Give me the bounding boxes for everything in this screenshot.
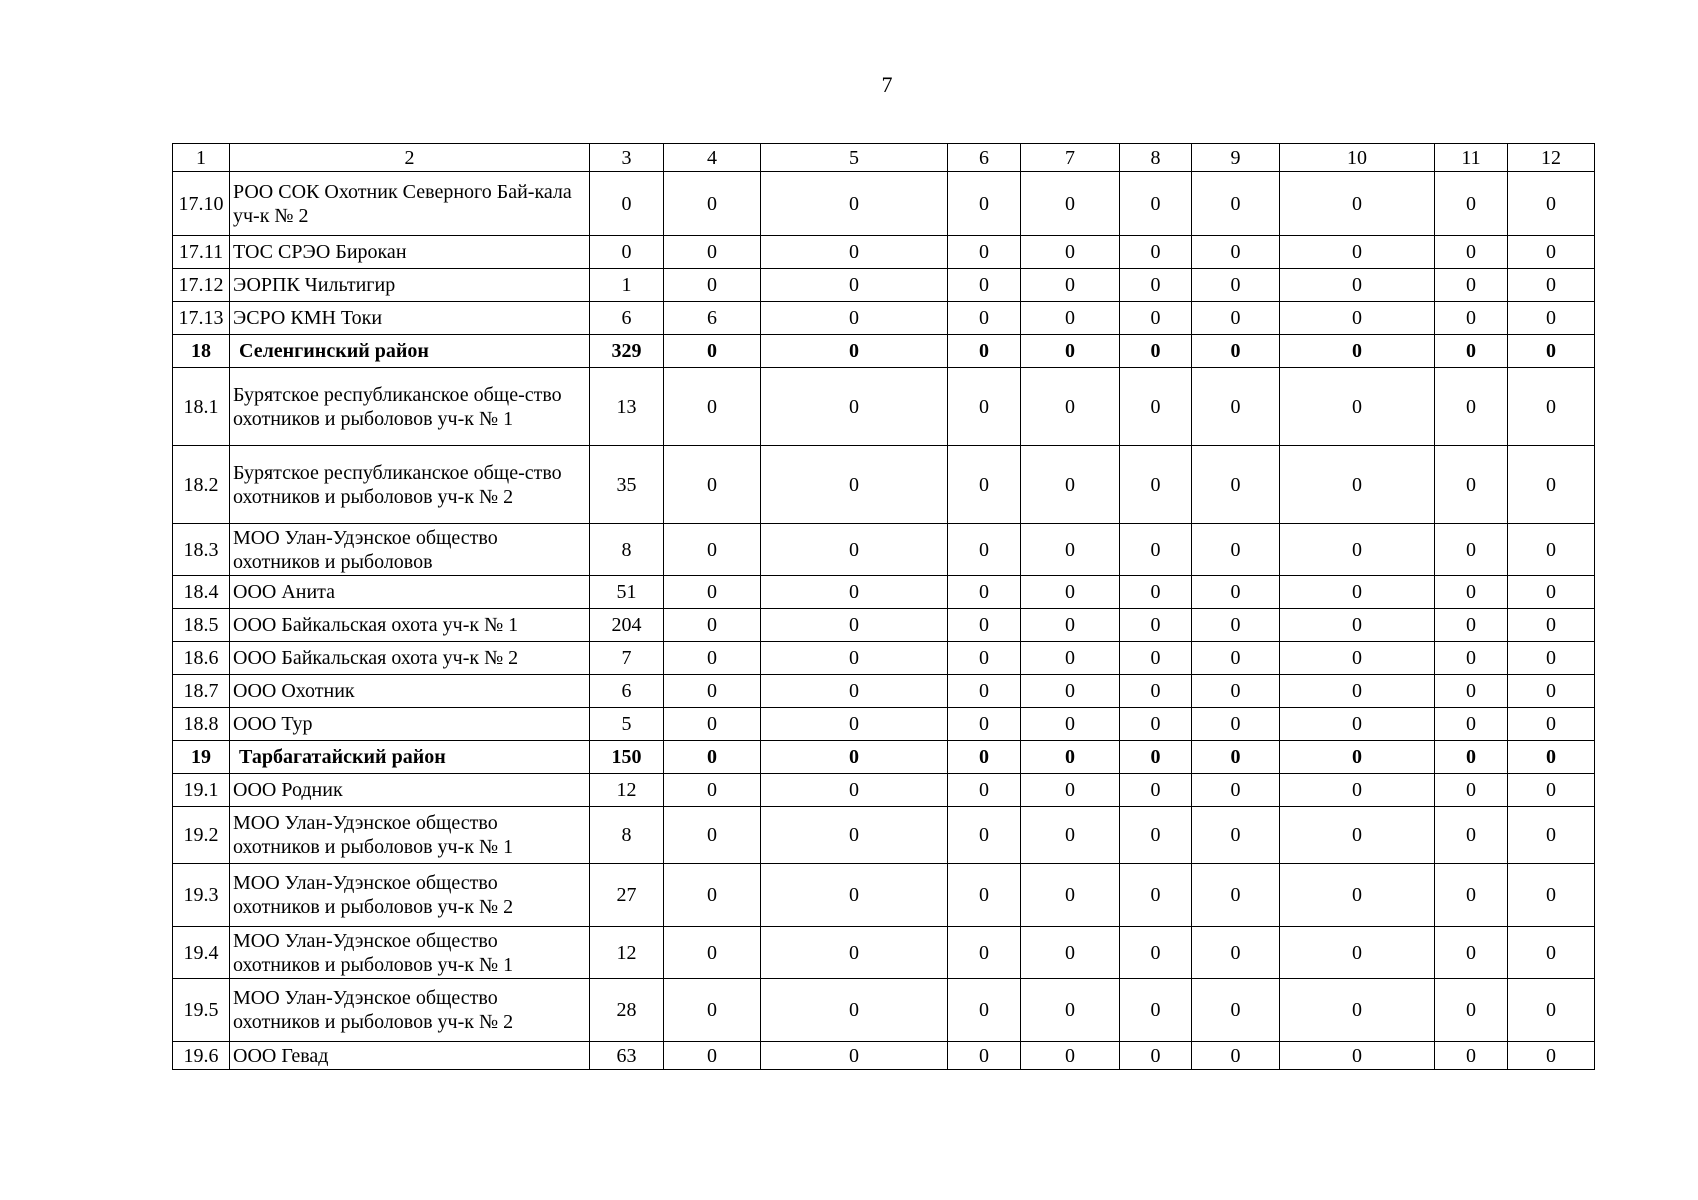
row-value: 0 — [1435, 335, 1508, 368]
row-value: 28 — [590, 979, 664, 1042]
row-value: 0 — [1120, 576, 1192, 609]
row-value: 0 — [948, 576, 1021, 609]
row-value: 0 — [1280, 741, 1435, 774]
row-value: 0 — [1435, 576, 1508, 609]
row-value: 0 — [1021, 979, 1120, 1042]
row-value: 0 — [761, 807, 948, 864]
row-value: 0 — [1280, 774, 1435, 807]
row-value: 0 — [664, 269, 761, 302]
row-name: МОО Улан-Удэнское общество охотников и рыболовов — [230, 524, 590, 576]
column-header: 4 — [664, 144, 761, 172]
row-value: 0 — [1120, 524, 1192, 576]
row-value: 0 — [1508, 368, 1595, 446]
row-number: 18 — [173, 335, 230, 368]
row-value: 0 — [1120, 642, 1192, 675]
table-row-district — [173, 335, 1595, 368]
row-value: 0 — [1192, 335, 1280, 368]
row-value: 0 — [761, 708, 948, 741]
row-number: 18.8 — [173, 708, 230, 741]
row-value: 12 — [590, 927, 664, 979]
row-number: 18.7 — [173, 675, 230, 708]
row-value: 0 — [1192, 774, 1280, 807]
column-header: 6 — [948, 144, 1021, 172]
row-value: 1 — [590, 269, 664, 302]
row-value: 0 — [761, 979, 948, 1042]
row-value: 0 — [1021, 1042, 1120, 1070]
row-value: 0 — [1120, 269, 1192, 302]
row-value: 0 — [1508, 609, 1595, 642]
row-name: Бурятское республиканское обще-ство охотников и рыболовов уч-к № 2 — [230, 446, 590, 524]
row-value: 0 — [761, 236, 948, 269]
row-value: 0 — [1021, 524, 1120, 576]
row-value: 0 — [1280, 807, 1435, 864]
row-value: 0 — [1021, 675, 1120, 708]
row-name: РОО СОК Охотник Северного Бай-кала уч-к № 2 — [230, 172, 590, 236]
row-name: МОО Улан-Удэнское общество охотников и рыболовов уч-к № 1 — [230, 807, 590, 864]
row-value: 0 — [1192, 741, 1280, 774]
row-value: 0 — [948, 774, 1021, 807]
row-value: 0 — [1508, 864, 1595, 927]
table-row — [173, 642, 1595, 675]
row-value: 0 — [1435, 979, 1508, 1042]
row-value: 6 — [590, 675, 664, 708]
row-value: 0 — [1280, 236, 1435, 269]
row-number: 18.4 — [173, 576, 230, 609]
table-body — [173, 172, 1595, 1070]
row-value: 0 — [761, 774, 948, 807]
row-value: 0 — [664, 524, 761, 576]
row-value: 63 — [590, 1042, 664, 1070]
table-header-row — [173, 144, 1595, 172]
column-header: 10 — [1280, 144, 1435, 172]
table-row — [173, 302, 1595, 335]
table-row — [173, 446, 1595, 524]
row-value: 0 — [761, 864, 948, 927]
row-value: 0 — [1435, 864, 1508, 927]
row-value: 0 — [761, 172, 948, 236]
row-number: 19 — [173, 741, 230, 774]
row-value: 0 — [948, 236, 1021, 269]
table-row — [173, 236, 1595, 269]
row-value: 0 — [1435, 1042, 1508, 1070]
row-value: 6 — [590, 302, 664, 335]
row-value: 0 — [1021, 368, 1120, 446]
row-number: 18.1 — [173, 368, 230, 446]
row-value: 0 — [761, 335, 948, 368]
row-value: 0 — [1192, 979, 1280, 1042]
row-number: 17.12 — [173, 269, 230, 302]
row-value: 0 — [761, 524, 948, 576]
row-value: 0 — [664, 368, 761, 446]
row-value: 0 — [1508, 741, 1595, 774]
row-value: 0 — [1280, 864, 1435, 927]
row-number: 18.5 — [173, 609, 230, 642]
row-value: 0 — [1508, 236, 1595, 269]
row-value: 13 — [590, 368, 664, 446]
row-value: 0 — [1021, 172, 1120, 236]
row-value: 0 — [590, 236, 664, 269]
row-value: 0 — [1435, 236, 1508, 269]
row-value: 0 — [1508, 708, 1595, 741]
row-name: ООО Байкальская охота уч-к № 1 — [230, 609, 590, 642]
row-value: 0 — [761, 302, 948, 335]
row-name: МОО Улан-Удэнское общество охотников и рыболовов уч-к № 2 — [230, 864, 590, 927]
row-value: 0 — [1120, 675, 1192, 708]
row-value: 27 — [590, 864, 664, 927]
table-row — [173, 576, 1595, 609]
row-value: 0 — [1192, 708, 1280, 741]
row-value: 0 — [948, 1042, 1021, 1070]
row-value: 0 — [1192, 576, 1280, 609]
row-value: 0 — [948, 642, 1021, 675]
row-value: 0 — [948, 927, 1021, 979]
row-value: 0 — [1192, 524, 1280, 576]
row-value: 0 — [1280, 172, 1435, 236]
row-value: 0 — [1192, 864, 1280, 927]
row-value: 0 — [1508, 807, 1595, 864]
row-value: 8 — [590, 807, 664, 864]
row-value: 0 — [1192, 642, 1280, 675]
row-name: ООО Тур — [230, 708, 590, 741]
row-value: 0 — [1508, 446, 1595, 524]
row-value: 0 — [1280, 927, 1435, 979]
row-value: 0 — [664, 172, 761, 236]
row-value: 0 — [1021, 269, 1120, 302]
row-value: 0 — [1435, 642, 1508, 675]
row-value: 6 — [664, 302, 761, 335]
row-value: 0 — [1120, 172, 1192, 236]
row-value: 0 — [1280, 302, 1435, 335]
row-value: 0 — [664, 236, 761, 269]
row-value: 0 — [948, 979, 1021, 1042]
row-value: 0 — [1021, 741, 1120, 774]
row-value: 0 — [761, 446, 948, 524]
row-value: 0 — [761, 269, 948, 302]
row-value: 0 — [1508, 979, 1595, 1042]
row-value: 0 — [1280, 368, 1435, 446]
row-value: 12 — [590, 774, 664, 807]
row-value: 0 — [1435, 675, 1508, 708]
row-value: 0 — [1280, 1042, 1435, 1070]
row-value: 0 — [948, 524, 1021, 576]
row-value: 0 — [1021, 708, 1120, 741]
row-value: 0 — [948, 741, 1021, 774]
table-row — [173, 927, 1595, 979]
row-value: 0 — [1435, 927, 1508, 979]
row-value: 0 — [664, 1042, 761, 1070]
row-value: 0 — [1120, 807, 1192, 864]
row-value: 0 — [1021, 927, 1120, 979]
row-value: 0 — [664, 774, 761, 807]
row-value: 0 — [1021, 446, 1120, 524]
row-number: 18.6 — [173, 642, 230, 675]
row-value: 0 — [948, 335, 1021, 368]
row-value: 0 — [1508, 335, 1595, 368]
row-name: Бурятское республиканское обще-ство охотников и рыболовов уч-к № 1 — [230, 368, 590, 446]
table-row — [173, 609, 1595, 642]
row-value: 0 — [1120, 302, 1192, 335]
row-value: 0 — [664, 807, 761, 864]
row-value: 0 — [1435, 269, 1508, 302]
row-value: 0 — [1021, 302, 1120, 335]
row-value: 0 — [1120, 236, 1192, 269]
row-value: 51 — [590, 576, 664, 609]
column-header: 1 — [173, 144, 230, 172]
row-value: 0 — [1120, 368, 1192, 446]
row-value: 0 — [664, 609, 761, 642]
row-value: 0 — [1120, 1042, 1192, 1070]
row-value: 0 — [1192, 609, 1280, 642]
column-header: 3 — [590, 144, 664, 172]
row-name: Тарбагатайский район — [230, 741, 590, 774]
row-value: 0 — [1192, 927, 1280, 979]
row-value: 0 — [1192, 302, 1280, 335]
row-name: ЭСРО КМН Токи — [230, 302, 590, 335]
row-value: 0 — [1120, 741, 1192, 774]
data-table — [172, 143, 1595, 1070]
table-row — [173, 807, 1595, 864]
row-value: 0 — [1120, 609, 1192, 642]
row-value: 0 — [1435, 302, 1508, 335]
row-name: ООО Байкальская охота уч-к № 2 — [230, 642, 590, 675]
row-number: 19.5 — [173, 979, 230, 1042]
row-value: 0 — [948, 302, 1021, 335]
row-value: 0 — [1435, 708, 1508, 741]
row-value: 0 — [1120, 979, 1192, 1042]
table-row-district — [173, 741, 1595, 774]
row-value: 0 — [1435, 774, 1508, 807]
row-name: ООО Охотник — [230, 675, 590, 708]
row-value: 0 — [948, 269, 1021, 302]
row-value: 0 — [664, 576, 761, 609]
row-value: 0 — [1435, 172, 1508, 236]
row-value: 0 — [1435, 609, 1508, 642]
row-name: ЭОРПК Чильтигир — [230, 269, 590, 302]
row-value: 0 — [1280, 675, 1435, 708]
row-value: 0 — [1508, 675, 1595, 708]
row-value: 0 — [948, 708, 1021, 741]
row-number: 19.1 — [173, 774, 230, 807]
row-value: 0 — [761, 927, 948, 979]
row-value: 0 — [664, 864, 761, 927]
row-value: 0 — [664, 979, 761, 1042]
row-value: 0 — [1120, 708, 1192, 741]
row-value: 0 — [1021, 774, 1120, 807]
row-number: 19.2 — [173, 807, 230, 864]
row-value: 0 — [1280, 524, 1435, 576]
row-value: 0 — [1021, 864, 1120, 927]
row-value: 0 — [1192, 368, 1280, 446]
row-value: 0 — [1508, 1042, 1595, 1070]
row-number: 18.2 — [173, 446, 230, 524]
row-value: 0 — [1280, 642, 1435, 675]
table-row — [173, 368, 1595, 446]
row-name: ООО Родник — [230, 774, 590, 807]
row-value: 0 — [761, 609, 948, 642]
row-value: 0 — [1120, 446, 1192, 524]
row-value: 0 — [761, 675, 948, 708]
row-value: 329 — [590, 335, 664, 368]
row-value: 0 — [1280, 335, 1435, 368]
row-value: 0 — [590, 172, 664, 236]
row-value: 0 — [948, 807, 1021, 864]
column-header: 9 — [1192, 144, 1280, 172]
row-value: 0 — [948, 864, 1021, 927]
row-name: МОО Улан-Удэнское общество охотников и рыболовов уч-к № 2 — [230, 979, 590, 1042]
table-row — [173, 979, 1595, 1042]
row-name: ООО Гевад — [230, 1042, 590, 1070]
row-value: 0 — [761, 741, 948, 774]
row-value: 0 — [664, 642, 761, 675]
row-value: 0 — [1508, 774, 1595, 807]
table-row — [173, 708, 1595, 741]
column-header: 11 — [1435, 144, 1508, 172]
row-value: 0 — [1280, 979, 1435, 1042]
row-value: 0 — [1280, 269, 1435, 302]
row-value: 0 — [1192, 446, 1280, 524]
row-value: 0 — [948, 368, 1021, 446]
row-value: 0 — [1120, 774, 1192, 807]
column-header: 12 — [1508, 144, 1595, 172]
row-value: 0 — [1435, 446, 1508, 524]
row-value: 0 — [1120, 335, 1192, 368]
row-value: 0 — [1021, 609, 1120, 642]
row-value: 0 — [1435, 741, 1508, 774]
table-row — [173, 774, 1595, 807]
row-number: 18.3 — [173, 524, 230, 576]
row-value: 0 — [1280, 446, 1435, 524]
row-value: 7 — [590, 642, 664, 675]
row-value: 0 — [664, 741, 761, 774]
row-number: 19.6 — [173, 1042, 230, 1070]
row-value: 0 — [1120, 864, 1192, 927]
row-number: 19.3 — [173, 864, 230, 927]
row-value: 0 — [1021, 335, 1120, 368]
row-value: 150 — [590, 741, 664, 774]
row-value: 0 — [948, 609, 1021, 642]
table-row — [173, 172, 1595, 236]
row-value: 0 — [664, 708, 761, 741]
row-value: 0 — [948, 446, 1021, 524]
row-number: 17.11 — [173, 236, 230, 269]
row-value: 0 — [1508, 302, 1595, 335]
row-value: 0 — [1021, 576, 1120, 609]
row-value: 0 — [1280, 576, 1435, 609]
row-name: МОО Улан-Удэнское общество охотников и рыболовов уч-к № 1 — [230, 927, 590, 979]
row-value: 204 — [590, 609, 664, 642]
row-value: 0 — [1192, 172, 1280, 236]
table-row — [173, 675, 1595, 708]
row-value: 0 — [1120, 927, 1192, 979]
row-value: 0 — [1192, 675, 1280, 708]
row-value: 0 — [664, 335, 761, 368]
row-value: 35 — [590, 446, 664, 524]
row-value: 5 — [590, 708, 664, 741]
row-value: 0 — [664, 927, 761, 979]
row-value: 0 — [948, 675, 1021, 708]
row-value: 0 — [761, 642, 948, 675]
row-value: 0 — [1508, 524, 1595, 576]
row-value: 0 — [1435, 807, 1508, 864]
row-value: 0 — [1508, 172, 1595, 236]
column-header: 7 — [1021, 144, 1120, 172]
column-header: 2 — [230, 144, 590, 172]
row-value: 0 — [1280, 609, 1435, 642]
row-value: 0 — [1280, 708, 1435, 741]
row-value: 0 — [1508, 642, 1595, 675]
row-value: 0 — [948, 172, 1021, 236]
row-value: 0 — [664, 446, 761, 524]
page-number: 7 — [881, 72, 893, 97]
row-value: 0 — [1021, 642, 1120, 675]
row-number: 19.4 — [173, 927, 230, 979]
row-value: 0 — [1435, 368, 1508, 446]
row-value: 0 — [1508, 269, 1595, 302]
row-value: 0 — [1021, 807, 1120, 864]
row-value: 0 — [761, 368, 948, 446]
row-value: 0 — [1192, 269, 1280, 302]
row-value: 0 — [1508, 576, 1595, 609]
table-row — [173, 864, 1595, 927]
row-name: Селенгинский район — [230, 335, 590, 368]
row-value: 0 — [1192, 1042, 1280, 1070]
column-header: 5 — [761, 144, 948, 172]
row-name: ООО Анита — [230, 576, 590, 609]
row-number: 17.13 — [173, 302, 230, 335]
row-value: 0 — [1508, 927, 1595, 979]
table-row — [173, 1042, 1595, 1070]
row-value: 0 — [1435, 524, 1508, 576]
row-value: 0 — [1192, 807, 1280, 864]
row-value: 0 — [1192, 236, 1280, 269]
row-value: 0 — [1021, 236, 1120, 269]
table-row — [173, 524, 1595, 576]
row-number: 17.10 — [173, 172, 230, 236]
row-value: 0 — [664, 675, 761, 708]
row-value: 8 — [590, 524, 664, 576]
column-header: 8 — [1120, 144, 1192, 172]
row-value: 0 — [761, 1042, 948, 1070]
row-name: ТОС СРЭО Бирокан — [230, 236, 590, 269]
table-row — [173, 269, 1595, 302]
row-value: 0 — [761, 576, 948, 609]
